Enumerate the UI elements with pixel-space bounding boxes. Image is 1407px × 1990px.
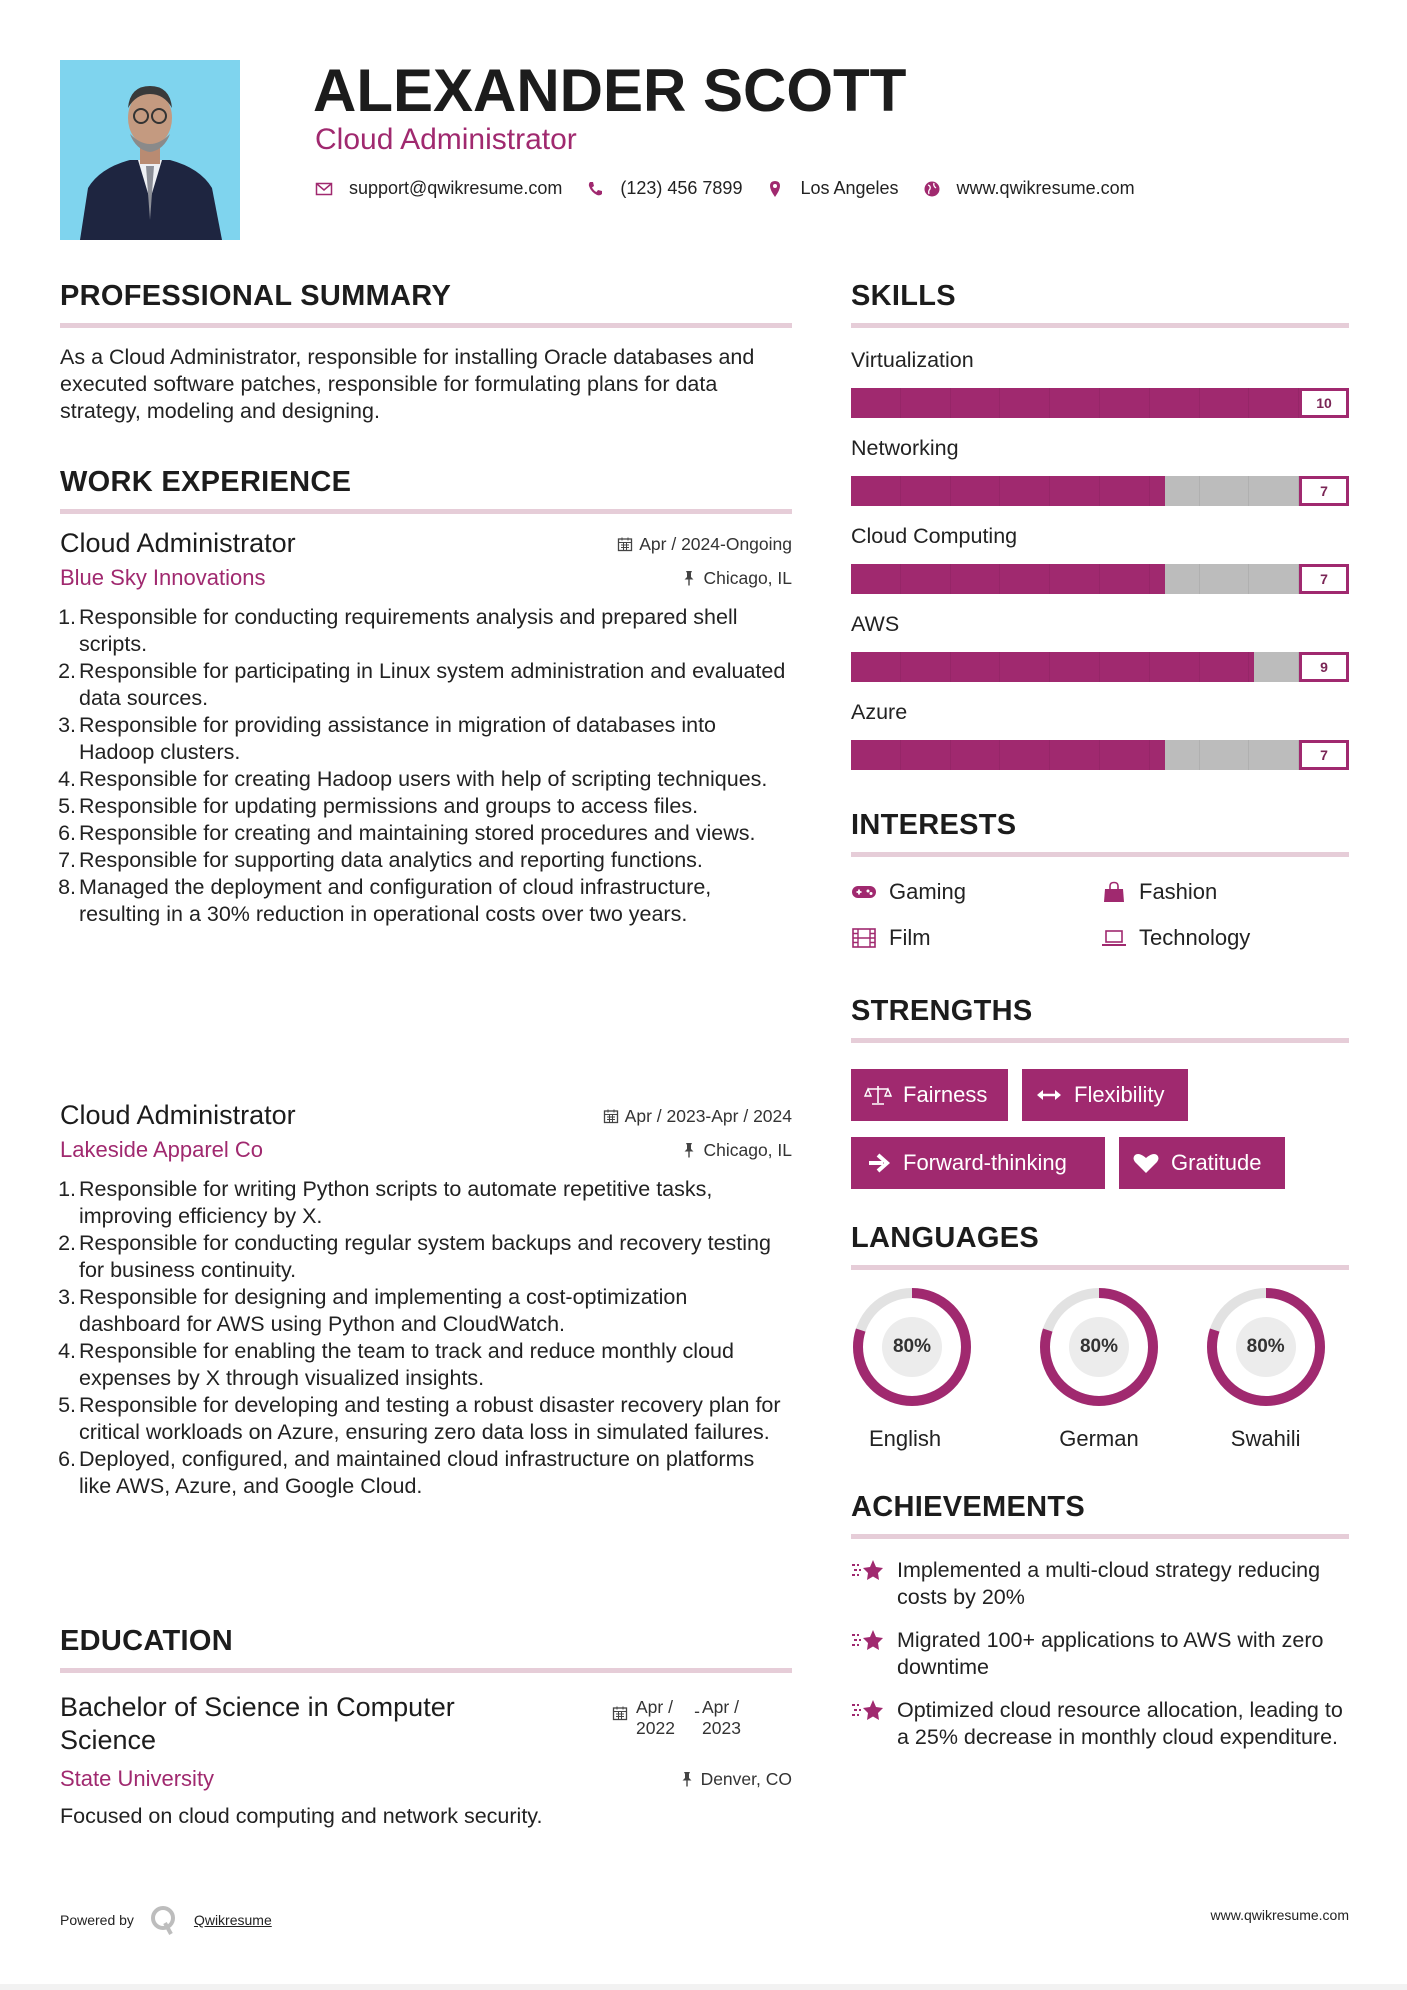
list-item: 3. Responsible for designing and implementing a cost-optimization dashboard for AWS using Python and CloudWatch. <box>58 1285 688 1336</box>
skill-name: Networking <box>851 436 959 460</box>
job-location <box>681 1140 792 1161</box>
list-item: 3. Responsible for providing assistance in migration of databases into Hadoop clusters. <box>58 713 717 764</box>
language-item <box>851 1286 1016 1452</box>
skill-bar-segments <box>851 564 1349 594</box>
strength-badge-fairness: Fairness <box>851 1069 1008 1121</box>
section-heading-interests: INTERESTS <box>851 809 1017 841</box>
section-heading-education: EDUCATION <box>60 1625 233 1657</box>
page-bottom-edge <box>0 1984 1407 1990</box>
language-name: English <box>869 1426 942 1451</box>
job-title: Cloud Administrator <box>60 528 296 558</box>
education-end-date: Apr / 2023 <box>702 1697 741 1738</box>
skill-score: 10 <box>1299 388 1349 418</box>
pushpin-icon <box>679 1771 695 1787</box>
language-percent: 80% <box>882 1317 942 1377</box>
language-progress-ring <box>1038 1286 1160 1408</box>
skill-bar-segments <box>851 476 1349 506</box>
footer-website[interactable]: www.qwikresume.com <box>1210 1907 1349 1923</box>
list-item: 6. Responsible for creating and maintaining stored procedures and views. <box>58 821 756 845</box>
achievements-section <box>851 1490 1349 1767</box>
strength-badge-flexibility: Flexibility <box>1022 1069 1188 1121</box>
section-divider <box>60 1668 792 1673</box>
contact-phone[interactable] <box>586 178 742 199</box>
job-location-text: Chicago, IL <box>703 1139 792 1160</box>
interest-gaming: Gaming <box>851 877 1101 907</box>
shooting-star-icon <box>851 1557 885 1583</box>
company-name: Blue Sky Innovations <box>60 565 266 590</box>
profile-photo <box>60 60 240 240</box>
list-item: 2. Responsible for conducting regular system backups and recovery testing for business continuity. <box>58 1231 771 1282</box>
list-item: 5. Responsible for developing and testing a robust disaster recovery plan for critical workloads on Azure, ensuring zero data loss in simulated failures. <box>58 1393 781 1444</box>
candidate-title: Cloud Administrator <box>315 123 577 156</box>
skill-name: Virtualization <box>851 348 974 372</box>
contact-email[interactable] <box>315 178 562 199</box>
strength-badge-forward-thinking: Forward-thinking <box>851 1137 1105 1189</box>
skill-item <box>851 610 1349 682</box>
arrow-right-icon <box>863 1151 893 1175</box>
envelope-icon <box>315 180 333 198</box>
skill-score: 7 <box>1299 740 1349 770</box>
interests-section <box>851 808 1349 953</box>
education-dates <box>612 1697 758 1739</box>
shooting-star-icon <box>851 1627 885 1653</box>
list-item: 1. Responsible for writing Python scripts to automate repetitive tasks, improving efficiency by X. <box>58 1177 713 1228</box>
skill-bar-segments <box>851 388 1349 418</box>
achievement-item: Implemented a multi-cloud strategy reducing costs by 20% <box>851 1557 1349 1611</box>
education-section <box>60 1624 792 1830</box>
job-location-text: Chicago, IL <box>703 567 792 588</box>
globe-icon <box>923 180 941 198</box>
language-item <box>1016 1286 1183 1452</box>
person-portrait-icon <box>60 60 240 240</box>
section-heading-summary: PROFESSIONAL SUMMARY <box>60 280 452 312</box>
qwikresume-link[interactable]: Qwikresume <box>193 1912 272 1928</box>
contact-bar <box>315 178 1159 199</box>
job-dates <box>617 534 792 555</box>
strength-badge-gratitude: Gratitude <box>1119 1137 1285 1189</box>
job-responsibilities <box>60 1176 792 1500</box>
list-item: 8. Managed the deployment and configuration of cloud infrastructure, resulting in a 30% reduction in operational costs over two years. <box>58 875 712 926</box>
skill-item <box>851 698 1349 770</box>
pushpin-icon <box>681 570 697 586</box>
language-name: Swahili <box>1230 1426 1301 1451</box>
section-heading-achievements: ACHIEVEMENTS <box>851 1491 1086 1523</box>
skill-item <box>851 434 1349 506</box>
skill-score: 7 <box>1299 476 1349 506</box>
shooting-star-icon <box>851 1697 885 1723</box>
laptop-icon <box>1101 927 1127 949</box>
section-divider <box>851 852 1349 857</box>
job-dates-text: Apr / 2023-Apr / 2024 <box>624 1105 792 1126</box>
section-heading-experience: WORK EXPERIENCE <box>60 466 352 498</box>
skill-bar-segments <box>851 652 1349 682</box>
list-item: 4. Responsible for creating Hadoop users with help of scripting techniques. <box>58 767 768 791</box>
powered-by-label: Powered by <box>60 1912 134 1928</box>
skill-name: Cloud Computing <box>851 524 1018 548</box>
date-separator: - <box>694 1701 700 1721</box>
language-percent: 80% <box>1236 1317 1296 1377</box>
company-name: Lakeside Apparel Co <box>60 1137 264 1162</box>
candidate-name: ALEXANDER SCOTT <box>313 57 907 124</box>
education-start-date: Apr / 2022 <box>636 1697 675 1738</box>
job-location <box>681 568 792 589</box>
section-heading-strengths: STRENGTHS <box>851 995 1033 1027</box>
job-title: Cloud Administrator <box>60 1100 296 1130</box>
contact-email-text: support@qwikresume.com <box>349 178 563 198</box>
pushpin-icon <box>681 1142 697 1158</box>
footer-powered-by <box>60 1905 272 1935</box>
language-item <box>1182 1286 1349 1452</box>
skill-score: 9 <box>1299 652 1349 682</box>
skill-level-bar <box>851 652 1349 682</box>
skill-name: Azure <box>851 700 908 724</box>
school-name: State University <box>60 1766 215 1791</box>
section-divider <box>851 1534 1349 1539</box>
achievement-item: Optimized cloud resource allocation, leading to a 25% decrease in monthly cloud expenditure. <box>851 1697 1349 1751</box>
section-divider <box>60 509 792 514</box>
degree-title: Bachelor of Science in Computer Science <box>60 1692 455 1755</box>
film-icon <box>851 927 877 949</box>
list-item: 4. Responsible for enabling the team to track and reduce monthly cloud expenses by X through visualized insights. <box>58 1339 734 1390</box>
shopping-bag-icon <box>1101 881 1127 903</box>
qwikresume-logo-icon <box>150 1905 178 1935</box>
education-location-text: Denver, CO <box>700 1768 792 1789</box>
map-pin-icon <box>766 180 784 198</box>
job-dates <box>603 1106 792 1127</box>
calendar-icon <box>612 1705 628 1721</box>
education-description: Focused on cloud computing and network security. <box>60 1804 543 1828</box>
gamepad-icon <box>851 881 877 903</box>
contact-location-text: Los Angeles <box>800 178 899 198</box>
calendar-icon <box>603 1108 619 1124</box>
skill-level-bar <box>851 388 1349 418</box>
section-heading-languages: LANGUAGES <box>851 1222 1039 1254</box>
list-item: 5. Responsible for updating permissions and groups to access files. <box>58 794 699 818</box>
skill-level-bar <box>851 476 1349 506</box>
job-responsibilities <box>60 604 792 928</box>
skill-bar-segments <box>851 740 1349 770</box>
section-divider <box>851 323 1349 328</box>
language-name: German <box>1059 1426 1139 1451</box>
section-divider <box>851 1265 1349 1270</box>
list-item: 2. Responsible for participating in Linux system administration and evaluated data sources. <box>58 659 786 710</box>
phone-icon <box>586 180 604 198</box>
interest-fashion: Fashion <box>1101 877 1349 907</box>
skills-section <box>851 279 1349 770</box>
language-progress-ring <box>1205 1286 1327 1408</box>
language-percent: 80% <box>1069 1317 1129 1377</box>
section-divider <box>851 1038 1349 1043</box>
contact-phone-text: (123) 456 7899 <box>620 178 743 198</box>
work-experience-section <box>60 465 792 928</box>
section-heading-skills: SKILLS <box>851 280 956 312</box>
skill-score: 7 <box>1299 564 1349 594</box>
professional-summary-section <box>60 279 792 425</box>
job-entry <box>60 1098 792 1500</box>
list-item: 1. Responsible for conducting requirements analysis and prepared shell scripts. <box>58 605 738 656</box>
strengths-section <box>851 994 1349 1189</box>
skill-item <box>851 346 1349 418</box>
achievement-item: Migrated 100+ applications to AWS with zero downtime <box>851 1627 1349 1681</box>
interest-technology: Technology <box>1101 923 1349 953</box>
language-progress-ring <box>851 1286 973 1408</box>
skill-name: AWS <box>851 612 900 636</box>
contact-website-text: www.qwikresume.com <box>956 178 1135 198</box>
skill-item <box>851 522 1349 594</box>
interest-film: Film <box>851 923 1101 953</box>
education-location <box>679 1769 792 1790</box>
job-dates-text: Apr / 2024-Ongoing <box>639 533 792 554</box>
arrows-horizontal-icon <box>1034 1083 1064 1107</box>
scale-icon <box>863 1083 893 1107</box>
contact-website[interactable] <box>923 178 1135 199</box>
languages-section <box>851 1221 1349 1452</box>
skill-level-bar <box>851 564 1349 594</box>
heart-icon <box>1131 1151 1161 1175</box>
section-divider <box>60 323 792 328</box>
contact-location <box>766 178 898 199</box>
summary-text: As a Cloud Administrator, responsible for installing Oracle databases and executed software patches, responsible for formulating plans for data strategy, modeling and designing. <box>60 345 755 423</box>
list-item: 6. Deployed, configured, and maintained cloud infrastructure on platforms like AWS, Azure, and Google Cloud. <box>58 1447 755 1498</box>
skill-level-bar <box>851 740 1349 770</box>
job-entry <box>60 526 792 928</box>
calendar-icon <box>617 536 633 552</box>
list-item: 7. Responsible for supporting data analytics and reporting functions. <box>58 848 703 872</box>
